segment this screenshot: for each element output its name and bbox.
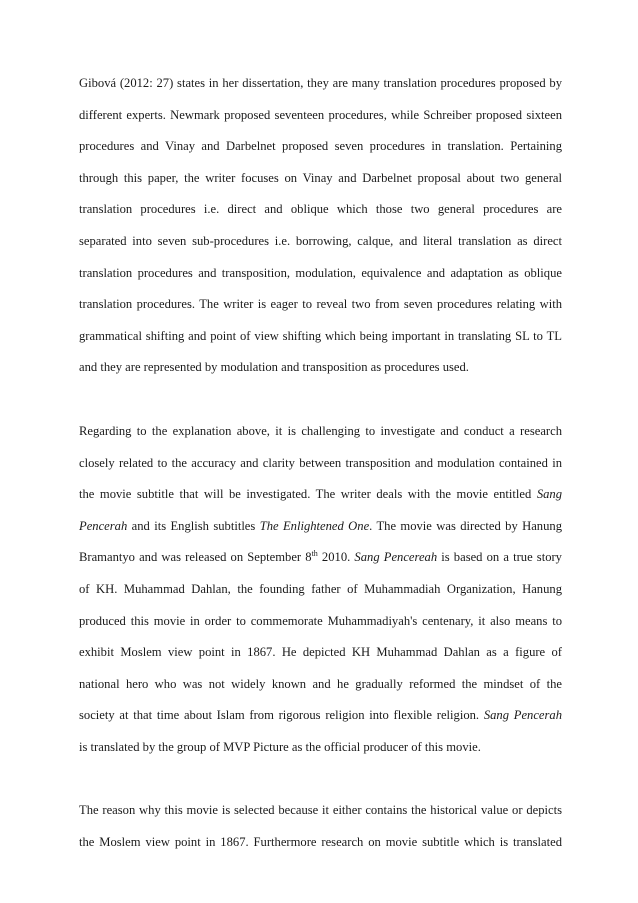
- text-line: the Moslem view point in 1867. Furthermore research on movie subtitle which is translated: [79, 835, 562, 850]
- paragraph-1: [79, 73, 562, 389]
- text-run: and its English subtitles: [131, 518, 256, 533]
- paragraph-gap: [79, 389, 562, 421]
- text-line: different experts. Newmark proposed seventeen procedures, while Schreiber proposed sixteen: [79, 107, 562, 122]
- text-run: is based on a true story: [441, 550, 562, 565]
- movie-title-italic: Sang: [536, 487, 562, 502]
- text-line: separated into seven sub-procedures i.e. borrowing, calque, and literal translation as direct: [79, 233, 562, 248]
- text-line: procedures and Vinay and Darbelnet proposed seven procedures in translation. Pertaining: [79, 139, 562, 154]
- text-line: and they are represented by modulation and transposition as procedures used.: [79, 360, 469, 375]
- text-line: The reason why this movie is selected because it either contains the historical value or depicts: [79, 803, 562, 818]
- text-line: Gibová (2012: 27) states in her dissertation, they are many translation procedures proposed by: [79, 76, 562, 90]
- movie-title-italic: Sang Pencereah: [354, 550, 438, 565]
- text-line: of KH. Muhammad Dahlan, the founding father of Muhammadiah Organization, Hanung: [79, 581, 562, 596]
- text-line: closely related to the accuracy and clarity between transposition and modulation contained in: [79, 455, 562, 470]
- text-line: through this paper, the writer focuses on Vinay and Darbelnet proposal about two general: [79, 170, 562, 185]
- text-run: the movie subtitle that will be investigated. The writer deals with the movie entitled: [79, 487, 532, 502]
- text-line: [79, 547, 562, 579]
- text-line: [79, 705, 562, 737]
- text-run: society at that time about Islam from rigorous religion into flexible religion.: [79, 708, 480, 723]
- text-line: [79, 516, 562, 548]
- text-line: exhibit Moslem view point in 1867. He depicted KH Muhammad Dahlan as a figure of: [79, 645, 562, 660]
- text-line: translation procedures and transposition, modulation, equivalence and adaptation as oblique: [79, 265, 562, 280]
- text-run: 2010.: [317, 550, 351, 565]
- paragraph-gap: [79, 768, 562, 800]
- text-line: produced this movie in order to commemorate Muhammadiyah's centenary, it also means to: [79, 613, 562, 628]
- ordinal-suffix: th: [311, 549, 318, 559]
- text-line: Regarding to the explanation above, it is challenging to investigate and conduct a research: [79, 423, 562, 438]
- subtitle-title-italic: The Enlightened One: [259, 518, 370, 533]
- text-line: translation procedures. The writer is eager to reveal two from seven procedures relating with: [79, 297, 562, 312]
- text-line: translation procedures i.e. direct and oblique which those two general procedures are: [79, 202, 562, 217]
- text-line: is translated by the group of MVP Picture as the official producer of this movie.: [79, 739, 481, 754]
- paragraph-3: [79, 800, 562, 863]
- paragraph-2: [79, 421, 562, 769]
- movie-title-italic: Pencerah: [79, 518, 128, 533]
- text-line: national hero who was not widely known and he gradually reformed the mindset of the: [79, 676, 562, 691]
- text-run: . The movie was directed by Hanung: [369, 518, 562, 533]
- text-line: grammatical shifting and point of view shifting which being important in translating SL to TL: [79, 328, 562, 343]
- movie-title-italic: Sang Pencerah: [483, 708, 563, 723]
- text-line: [79, 484, 562, 516]
- body-text: [79, 73, 562, 864]
- text-run: Bramantyo and was released on September 8: [79, 550, 312, 565]
